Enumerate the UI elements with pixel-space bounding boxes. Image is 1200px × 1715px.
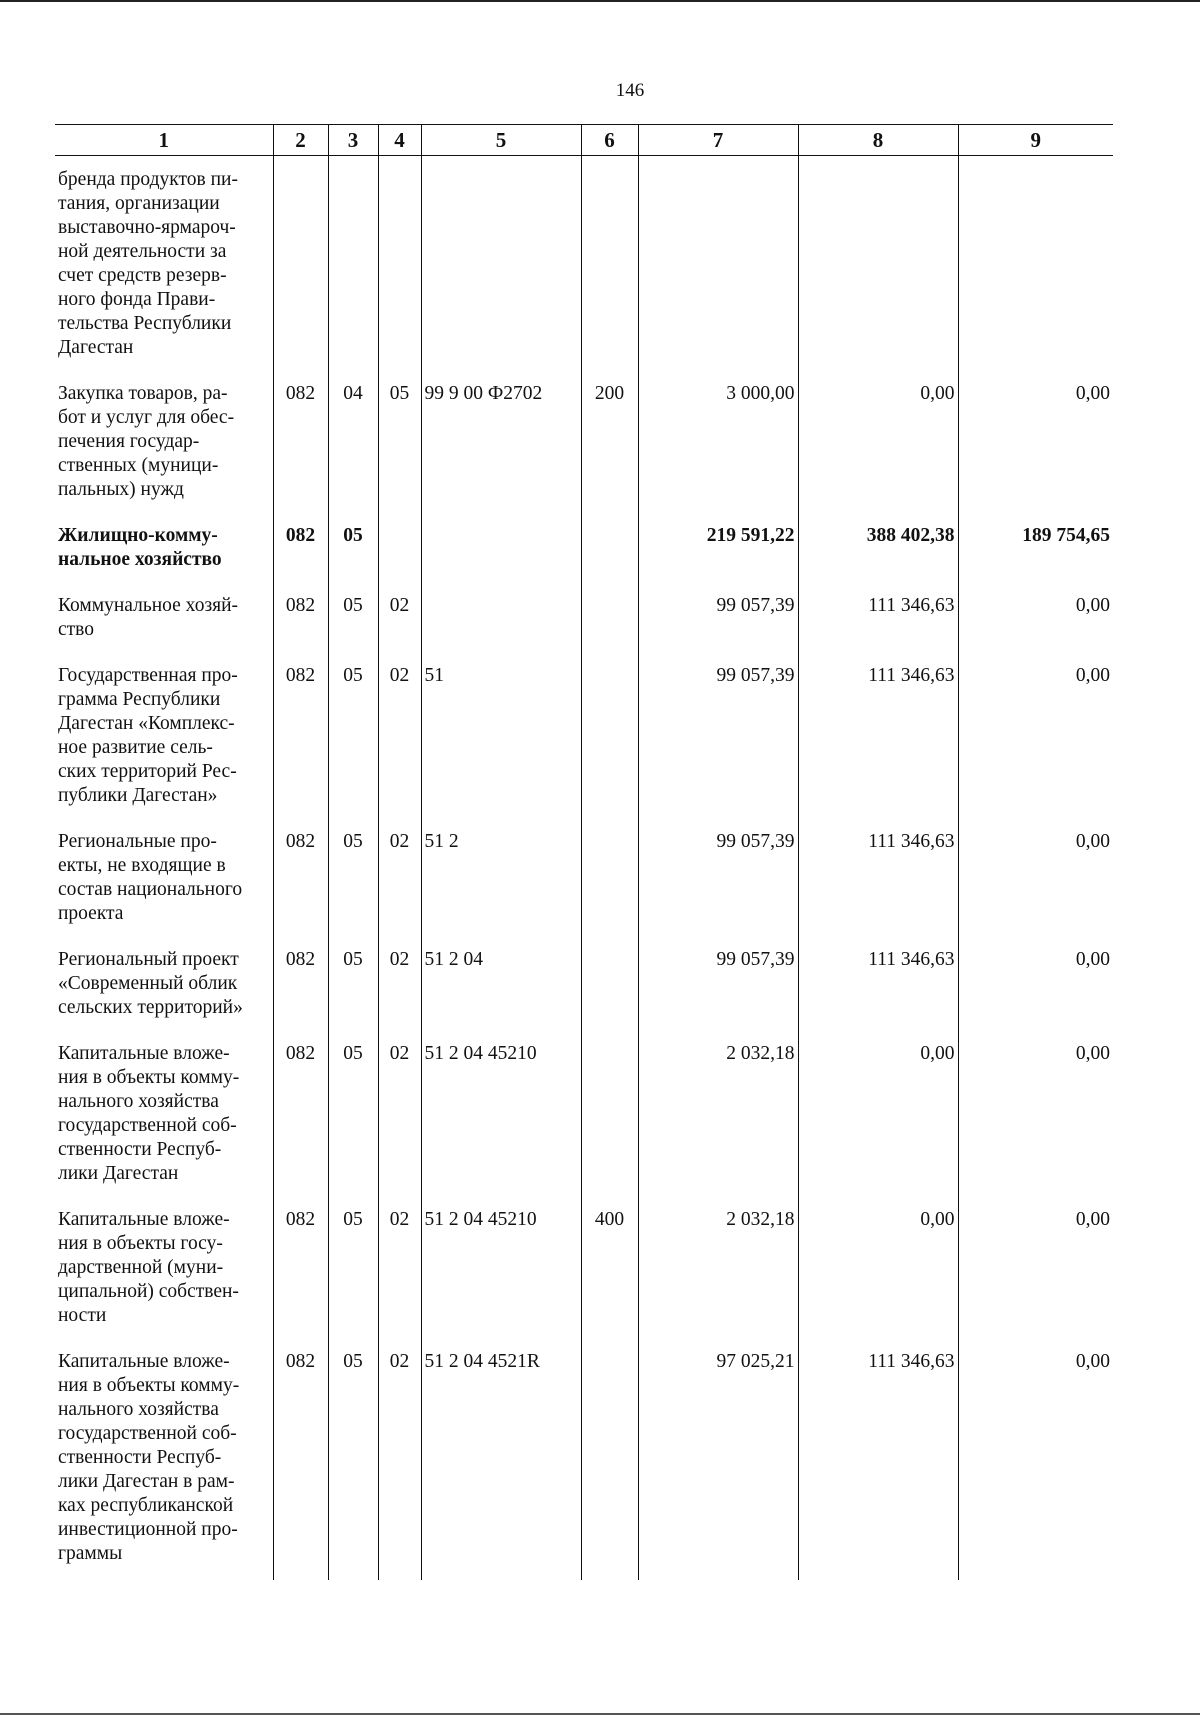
ministry-code-cell bbox=[273, 1196, 328, 1338]
section-code-cell bbox=[328, 818, 378, 936]
target-article-cell-text: 51 2 04 45210 bbox=[424, 1209, 537, 1230]
target-article-cell bbox=[421, 818, 581, 936]
ministry-code-cell bbox=[273, 156, 328, 371]
amount-col-9-cell bbox=[958, 370, 1113, 512]
section-code-cell-text: 04 bbox=[343, 383, 363, 404]
amount-col-8-cell bbox=[798, 818, 958, 936]
expense-type-cell bbox=[581, 156, 638, 371]
row-name-cell bbox=[55, 370, 273, 512]
subsection-code-cell-text: 02 bbox=[389, 1043, 410, 1064]
ministry-code-cell-text: 082 bbox=[285, 1209, 316, 1230]
subsection-code-cell bbox=[378, 1338, 421, 1580]
table-body bbox=[55, 156, 1113, 1581]
row-name-cell-text: Жилищно-комму- нальное хозяйство bbox=[58, 525, 222, 570]
table-row bbox=[55, 1338, 1113, 1580]
amount-col-7-cell-text: 97 025,21 bbox=[716, 1351, 795, 1372]
section-code-cell bbox=[328, 1030, 378, 1196]
expense-type-cell bbox=[581, 1338, 638, 1580]
row-name-cell bbox=[55, 156, 273, 371]
ministry-code-cell-text: 082 bbox=[285, 949, 316, 970]
expense-type-cell bbox=[581, 1030, 638, 1196]
row-name-cell bbox=[55, 582, 273, 652]
amount-col-9-cell-text: 189 754,65 bbox=[1022, 525, 1110, 546]
amount-col-7-cell-text: 99 057,39 bbox=[716, 595, 795, 616]
amount-col-8-cell-text: 388 402,38 bbox=[866, 525, 955, 546]
amount-col-8-cell bbox=[798, 370, 958, 512]
expense-type-cell bbox=[581, 652, 638, 818]
expense-type-cell bbox=[581, 370, 638, 512]
section-code-cell bbox=[328, 512, 378, 582]
subsection-code-cell bbox=[378, 818, 421, 936]
table-row bbox=[55, 652, 1113, 818]
subsection-code-cell-text: 05 bbox=[389, 383, 410, 404]
ministry-code-cell bbox=[273, 582, 328, 652]
section-code-cell bbox=[328, 652, 378, 818]
scan-top-edge bbox=[0, 0, 1200, 2]
expense-type-cell bbox=[581, 818, 638, 936]
ministry-code-cell bbox=[273, 370, 328, 512]
table-row bbox=[55, 818, 1113, 936]
amount-col-7-cell bbox=[638, 936, 798, 1030]
header-col-5: 5 bbox=[421, 125, 581, 156]
ministry-code-cell bbox=[273, 1030, 328, 1196]
amount-col-8-cell bbox=[798, 1030, 958, 1196]
table-row bbox=[55, 1030, 1113, 1196]
section-code-cell bbox=[328, 1338, 378, 1580]
amount-col-8-cell bbox=[798, 512, 958, 582]
ministry-code-cell-text: 082 bbox=[285, 831, 316, 852]
expense-type-cell bbox=[581, 512, 638, 582]
ministry-code-cell-text: 082 bbox=[285, 665, 316, 686]
amount-col-7-cell-text: 2 032,18 bbox=[726, 1209, 795, 1230]
subsection-code-cell bbox=[378, 1030, 421, 1196]
subsection-code-cell-text: 02 bbox=[389, 831, 410, 852]
ministry-code-cell-text: 082 bbox=[285, 383, 316, 404]
expense-type-cell-text: 400 bbox=[594, 1209, 625, 1230]
amount-col-8-cell-text: 111 346,63 bbox=[868, 1351, 955, 1372]
amount-col-7-cell-text: 99 057,39 bbox=[716, 665, 795, 686]
target-article-cell bbox=[421, 1196, 581, 1338]
row-name-cell bbox=[55, 512, 273, 582]
amount-col-9-cell bbox=[958, 652, 1113, 818]
row-name-cell-text: Региональные про- екты, не входящие в состав национального проекта bbox=[58, 831, 243, 924]
subsection-code-cell bbox=[378, 512, 421, 582]
row-name-cell-text: Капитальные вложе- ния в объекты госу- дарственной (муни- ципальной) собствен- ности bbox=[58, 1209, 239, 1326]
amount-col-9-cell-text: 0,00 bbox=[1075, 1043, 1110, 1064]
amount-col-9-cell-text: 0,00 bbox=[1075, 595, 1110, 616]
section-code-cell-text: 05 bbox=[343, 1351, 363, 1372]
amount-col-7-cell-text: 3 000,00 bbox=[726, 383, 795, 404]
section-code-cell bbox=[328, 936, 378, 1030]
target-article-cell-text: 51 2 04 4521R bbox=[424, 1351, 540, 1372]
ministry-code-cell bbox=[273, 1338, 328, 1580]
amount-col-9-cell-text: 0,00 bbox=[1075, 1209, 1110, 1230]
header-col-8: 8 bbox=[798, 125, 958, 156]
section-code-cell-text: 05 bbox=[343, 525, 363, 546]
header-col-2: 2 bbox=[273, 125, 328, 156]
expense-type-cell-text: 200 bbox=[594, 383, 625, 404]
amount-col-9-cell bbox=[958, 818, 1113, 936]
amount-col-7-cell bbox=[638, 582, 798, 652]
amount-col-7-cell bbox=[638, 1030, 798, 1196]
amount-col-8-cell bbox=[798, 936, 958, 1030]
subsection-code-cell bbox=[378, 156, 421, 371]
page-number: 146 bbox=[615, 80, 645, 101]
row-name-cell-text: Региональный проект «Современный облик сельских территорий» bbox=[58, 949, 243, 1018]
section-code-cell-text: 05 bbox=[343, 1209, 363, 1230]
subsection-code-cell bbox=[378, 370, 421, 512]
row-name-cell bbox=[55, 1338, 273, 1580]
amount-col-9-cell bbox=[958, 582, 1113, 652]
section-code-cell-text: 05 bbox=[343, 831, 363, 852]
target-article-cell bbox=[421, 512, 581, 582]
target-article-cell-text: 51 2 bbox=[424, 831, 459, 852]
section-code-cell bbox=[328, 370, 378, 512]
ministry-code-cell bbox=[273, 936, 328, 1030]
amount-col-9-cell bbox=[958, 156, 1113, 371]
row-name-cell-text: Капитальные вложе- ния в объекты комму- нального хозяйства государственной соб- ственности Респуб- лики Дагестан в рам- ках республиканской инвестиционной про- граммы bbox=[58, 1351, 240, 1564]
amount-col-8-cell-text: 0,00 bbox=[920, 1043, 955, 1064]
subsection-code-cell bbox=[378, 652, 421, 818]
amount-col-7-cell-text: 2 032,18 bbox=[726, 1043, 795, 1064]
ministry-code-cell bbox=[273, 818, 328, 936]
target-article-cell-text: 51 bbox=[424, 665, 444, 686]
target-article-cell-text: 51 2 04 bbox=[424, 949, 483, 970]
amount-col-9-cell-text: 0,00 bbox=[1075, 1351, 1110, 1372]
target-article-cell bbox=[421, 1338, 581, 1580]
expense-type-cell bbox=[581, 936, 638, 1030]
amount-col-9-cell bbox=[958, 1338, 1113, 1580]
ministry-code-cell-text: 082 bbox=[285, 1351, 316, 1372]
section-code-cell bbox=[328, 582, 378, 652]
amount-col-9-cell bbox=[958, 936, 1113, 1030]
target-article-cell bbox=[421, 936, 581, 1030]
amount-col-7-cell bbox=[638, 156, 798, 371]
header-col-1: 1 bbox=[55, 125, 273, 156]
amount-col-8-cell bbox=[798, 582, 958, 652]
amount-col-7-cell bbox=[638, 1196, 798, 1338]
target-article-cell-text: 99 9 00 Ф2702 bbox=[424, 383, 543, 404]
amount-col-8-cell-text: 111 346,63 bbox=[868, 665, 955, 686]
amount-col-7-cell bbox=[638, 652, 798, 818]
ministry-code-cell-text: 082 bbox=[285, 595, 316, 616]
amount-col-7-cell bbox=[638, 818, 798, 936]
target-article-cell bbox=[421, 370, 581, 512]
target-article-cell bbox=[421, 156, 581, 371]
header-col-7: 7 bbox=[638, 125, 798, 156]
table-row bbox=[55, 370, 1113, 512]
subsection-code-cell bbox=[378, 1196, 421, 1338]
row-name-cell-text: Государственная про- грамма Республики Дагестан «Комплекс- ное развитие сель- ских территорий Рес- публики Дагестан» bbox=[58, 665, 238, 806]
amount-col-7-cell-text: 99 057,39 bbox=[716, 831, 795, 852]
target-article-cell bbox=[421, 652, 581, 818]
ministry-code-cell bbox=[273, 512, 328, 582]
amount-col-7-cell-text: 219 591,22 bbox=[706, 525, 795, 546]
amount-col-8-cell-text: 111 346,63 bbox=[868, 595, 955, 616]
section-code-cell-text: 05 bbox=[343, 665, 363, 686]
amount-col-8-cell bbox=[798, 1196, 958, 1338]
subsection-code-cell bbox=[378, 936, 421, 1030]
row-name-cell bbox=[55, 936, 273, 1030]
row-name-cell-text: Капитальные вложе- ния в объекты комму- нального хозяйства государственной соб- ственности Респуб- лики Дагестан bbox=[58, 1043, 240, 1184]
amount-col-7-cell bbox=[638, 1338, 798, 1580]
amount-col-8-cell-text: 0,00 bbox=[920, 383, 955, 404]
target-article-cell bbox=[421, 582, 581, 652]
subsection-code-cell-text: 02 bbox=[389, 665, 410, 686]
section-code-cell-text: 05 bbox=[343, 595, 363, 616]
amount-col-9-cell-text: 0,00 bbox=[1075, 831, 1110, 852]
subsection-code-cell-text: 02 bbox=[389, 1351, 410, 1372]
ministry-code-cell bbox=[273, 652, 328, 818]
amount-col-8-cell bbox=[798, 652, 958, 818]
row-name-cell bbox=[55, 818, 273, 936]
amount-col-9-cell-text: 0,00 bbox=[1075, 383, 1110, 404]
section-code-cell bbox=[328, 156, 378, 371]
table-row bbox=[55, 156, 1113, 371]
table-header-row bbox=[55, 125, 1113, 156]
row-name-cell-text: Коммунальное хозяй- ство bbox=[58, 595, 239, 640]
amount-col-8-cell-text: 111 346,63 bbox=[868, 831, 955, 852]
header-col-3: 3 bbox=[328, 125, 378, 156]
section-code-cell-text: 05 bbox=[343, 949, 363, 970]
table-row bbox=[55, 512, 1113, 582]
table-row bbox=[55, 936, 1113, 1030]
row-name-cell-text: Закупка товаров, ра- бот и услуг для обес- печения государ- ственных (муници- пальных) нужд bbox=[58, 383, 235, 500]
amount-col-8-cell-text: 0,00 bbox=[920, 1209, 955, 1230]
target-article-cell bbox=[421, 1030, 581, 1196]
amount-col-9-cell-text: 0,00 bbox=[1075, 949, 1110, 970]
table-row bbox=[55, 1196, 1113, 1338]
header-col-9: 9 bbox=[958, 125, 1113, 156]
expense-type-cell bbox=[581, 582, 638, 652]
ministry-code-cell-text: 082 bbox=[285, 525, 316, 546]
amount-col-9-cell bbox=[958, 1030, 1113, 1196]
header-col-6: 6 bbox=[581, 125, 638, 156]
row-name-cell-text: бренда продуктов пи- тания, организации выставочно-ярмароч- ной деятельности за счет средств резерв- ного фонда Прави- тельства Республики Дагестан bbox=[58, 169, 238, 358]
amount-col-9-cell bbox=[958, 512, 1113, 582]
amount-col-7-cell bbox=[638, 370, 798, 512]
row-name-cell bbox=[55, 1030, 273, 1196]
section-code-cell-text: 05 bbox=[343, 1043, 363, 1064]
target-article-cell-text: 51 2 04 45210 bbox=[424, 1043, 537, 1064]
row-name-cell bbox=[55, 1196, 273, 1338]
subsection-code-cell-text: 02 bbox=[389, 595, 410, 616]
amount-col-8-cell-text: 111 346,63 bbox=[868, 949, 955, 970]
amount-col-8-cell bbox=[798, 1338, 958, 1580]
section-code-cell bbox=[328, 1196, 378, 1338]
row-name-cell bbox=[55, 652, 273, 818]
amount-col-7-cell-text: 99 057,39 bbox=[716, 949, 795, 970]
table-row bbox=[55, 582, 1113, 652]
amount-col-9-cell-text: 0,00 bbox=[1075, 665, 1110, 686]
expense-type-cell bbox=[581, 1196, 638, 1338]
amount-col-8-cell bbox=[798, 156, 958, 371]
ministry-code-cell-text: 082 bbox=[285, 1043, 316, 1064]
header-col-4: 4 bbox=[378, 125, 421, 156]
amount-col-7-cell bbox=[638, 512, 798, 582]
subsection-code-cell-text: 02 bbox=[389, 1209, 410, 1230]
subsection-code-cell bbox=[378, 582, 421, 652]
amount-col-9-cell bbox=[958, 1196, 1113, 1338]
subsection-code-cell-text: 02 bbox=[389, 949, 410, 970]
budget-table bbox=[55, 124, 1113, 1580]
